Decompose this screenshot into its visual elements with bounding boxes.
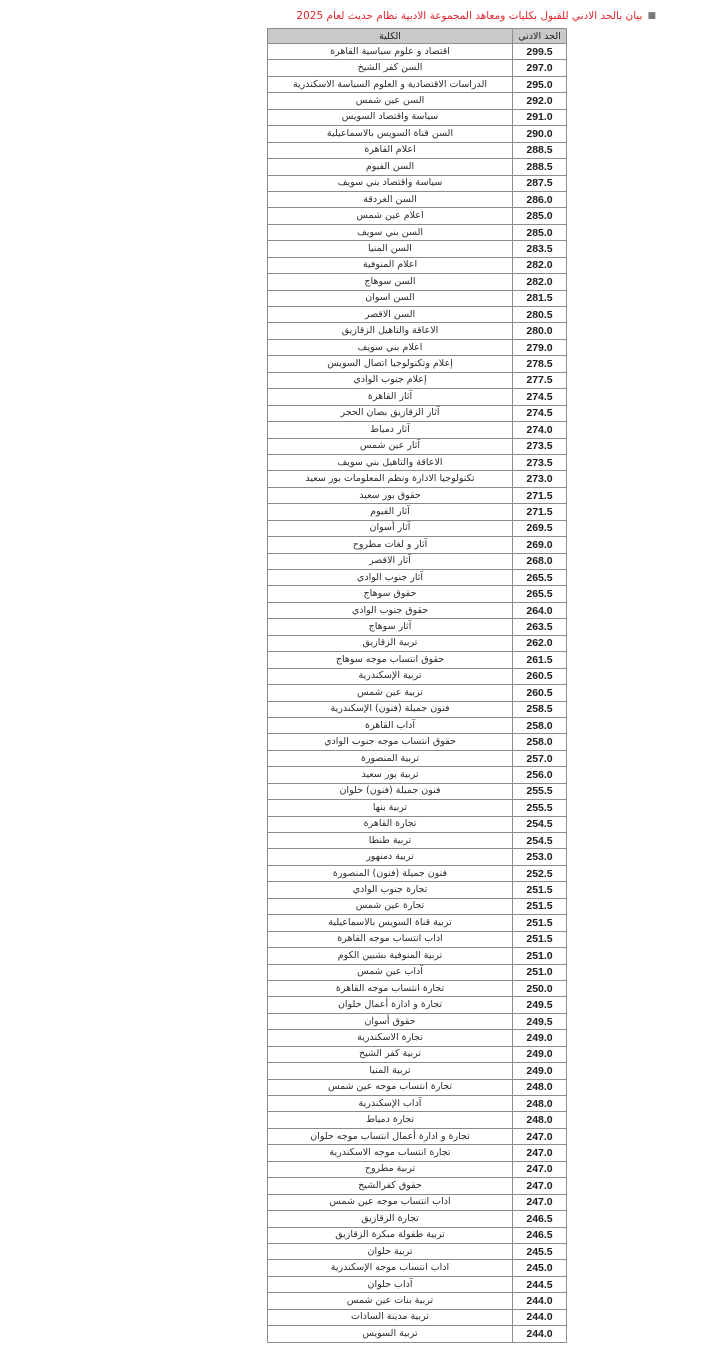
min-score-cell: 261.5 xyxy=(513,652,567,668)
faculty-name-cell: اداب انتساب موجه القاهرة xyxy=(268,931,513,947)
faculty-name-cell: آثار سوهاج xyxy=(268,619,513,635)
table-row xyxy=(268,175,567,191)
table-row xyxy=(268,389,567,405)
table-row xyxy=(268,224,567,240)
faculty-name-cell: الاعاقة والتاهيل الزقازيق xyxy=(268,323,513,339)
faculty-name-cell: آثار و لغات مطروح xyxy=(268,537,513,553)
min-score-column-header: الحد الادني xyxy=(513,29,567,44)
faculty-name-cell: تربية الزقازيق xyxy=(268,635,513,651)
faculty-name-cell: الاعاقة والتاهيل بني سويف xyxy=(268,454,513,470)
table-row xyxy=(268,159,567,175)
min-score-cell: 292.0 xyxy=(513,93,567,109)
faculty-name-cell: اعلام عين شمس xyxy=(268,208,513,224)
min-score-cell: 255.5 xyxy=(513,800,567,816)
faculty-name-cell: تربية حلوان xyxy=(268,1243,513,1259)
table-row xyxy=(268,602,567,618)
min-score-cell: 282.0 xyxy=(513,257,567,273)
min-score-cell: 280.0 xyxy=(513,323,567,339)
min-score-cell: 274.5 xyxy=(513,405,567,421)
faculty-name-cell: تربية عين شمس xyxy=(268,685,513,701)
table-row xyxy=(268,800,567,816)
faculty-name-cell: تربية المنوفية بشبين الكوم xyxy=(268,948,513,964)
faculty-name-cell: تربية طنطا xyxy=(268,833,513,849)
min-score-cell: 295.0 xyxy=(513,76,567,92)
table-row xyxy=(268,750,567,766)
min-score-cell: 282.0 xyxy=(513,274,567,290)
faculty-name-cell: تجارة انتساب موجه عين شمس xyxy=(268,1079,513,1095)
faculty-name-cell: حقوق انتساب موجه سوهاج xyxy=(268,652,513,668)
faculty-name-cell: تجارة القاهرة xyxy=(268,816,513,832)
min-score-cell: 254.5 xyxy=(513,816,567,832)
table-row xyxy=(268,1227,567,1243)
table-row xyxy=(268,76,567,92)
faculty-name-cell: حقوق جنوب الوادي xyxy=(268,602,513,618)
faculty-name-cell: السن كفر الشيخ xyxy=(268,60,513,76)
min-score-cell: 252.5 xyxy=(513,865,567,881)
faculty-name-cell: حقوق أسوان xyxy=(268,1013,513,1029)
faculty-name-cell: تجارة و ادارة أعمال حلوان xyxy=(268,997,513,1013)
faculty-name-cell: تربية بنات عين شمس xyxy=(268,1293,513,1309)
table-row xyxy=(268,520,567,536)
table-row xyxy=(268,1309,567,1325)
table-row xyxy=(268,833,567,849)
document-title xyxy=(36,9,656,23)
table-row xyxy=(268,44,567,60)
table-body xyxy=(268,44,567,1343)
faculty-name-cell: السن بني سويف xyxy=(268,224,513,240)
faculty-name-cell: حقوق سوهاج xyxy=(268,586,513,602)
min-score-cell: 258.0 xyxy=(513,717,567,733)
faculty-name-cell: السن الفيوم xyxy=(268,159,513,175)
min-score-cell: 283.5 xyxy=(513,241,567,257)
faculty-name-cell: السن اسوان xyxy=(268,290,513,306)
table-row xyxy=(268,438,567,454)
faculty-name-cell: حقوق انتساب موجه جنوب الوادي xyxy=(268,734,513,750)
table-row xyxy=(268,405,567,421)
table-row xyxy=(268,290,567,306)
faculty-name-cell: تربية قناة السويس بالاسماعيلية xyxy=(268,915,513,931)
min-score-cell: 249.0 xyxy=(513,1063,567,1079)
faculty-name-cell: آداب عين شمس xyxy=(268,964,513,980)
min-score-cell: 297.0 xyxy=(513,60,567,76)
table-row xyxy=(268,964,567,980)
faculty-name-cell: تجارة انتساب موجه القاهرة xyxy=(268,980,513,996)
table-row xyxy=(268,142,567,158)
faculty-name-cell: اعلام القاهرة xyxy=(268,142,513,158)
min-score-cell: 247.0 xyxy=(513,1145,567,1161)
table-row xyxy=(268,504,567,520)
faculty-name-cell: آثار جنوب الوادي xyxy=(268,570,513,586)
min-score-cell: 251.0 xyxy=(513,964,567,980)
title-text: بيان بالحد الادني للقبول بكليات ومعاهد المجموعة الادبية نظام حديث لعام 2025 xyxy=(296,10,643,22)
min-score-cell: 285.0 xyxy=(513,224,567,240)
faculty-name-cell: إعلام جنوب الوادي xyxy=(268,372,513,388)
faculty-name-cell: آثار الاقصر xyxy=(268,553,513,569)
table-row xyxy=(268,767,567,783)
table-row xyxy=(268,454,567,470)
min-score-cell: 287.5 xyxy=(513,175,567,191)
table-row xyxy=(268,1112,567,1128)
table-row xyxy=(268,487,567,503)
min-score-cell: 273.5 xyxy=(513,438,567,454)
table-row xyxy=(268,1063,567,1079)
min-score-cell: 263.5 xyxy=(513,619,567,635)
min-score-cell: 251.5 xyxy=(513,915,567,931)
table-header-row xyxy=(268,29,567,44)
faculty-name-cell: تربية مطروح xyxy=(268,1161,513,1177)
faculty-name-cell: آثار الزقازيق بصان الحجر xyxy=(268,405,513,421)
min-scores-table-container xyxy=(267,28,566,1343)
table-row xyxy=(268,1276,567,1292)
table-row xyxy=(268,208,567,224)
faculty-name-cell: فنون جميلة (فنون) المنصورة xyxy=(268,865,513,881)
min-score-cell: 245.5 xyxy=(513,1243,567,1259)
faculty-name-cell: آداب القاهرة xyxy=(268,717,513,733)
min-score-cell: 254.5 xyxy=(513,833,567,849)
min-score-cell: 260.5 xyxy=(513,685,567,701)
faculty-name-cell: تربية مدينة السادات xyxy=(268,1309,513,1325)
min-score-cell: 247.0 xyxy=(513,1161,567,1177)
min-score-cell: 271.5 xyxy=(513,504,567,520)
table-row xyxy=(268,537,567,553)
table-row xyxy=(268,1293,567,1309)
faculty-name-cell: آثار الفيوم xyxy=(268,504,513,520)
table-row xyxy=(268,356,567,372)
min-score-cell: 251.0 xyxy=(513,948,567,964)
table-row xyxy=(268,1211,567,1227)
table-row xyxy=(268,372,567,388)
min-score-cell: 273.5 xyxy=(513,454,567,470)
min-scores-table xyxy=(267,28,567,1343)
table-row xyxy=(268,109,567,125)
table-row xyxy=(268,685,567,701)
table-row xyxy=(268,1145,567,1161)
min-score-cell: 274.5 xyxy=(513,389,567,405)
min-score-cell: 247.0 xyxy=(513,1194,567,1210)
faculty-name-cell: السن الغردقة xyxy=(268,191,513,207)
table-row xyxy=(268,126,567,142)
min-score-cell: 271.5 xyxy=(513,487,567,503)
table-row xyxy=(268,1243,567,1259)
table-row xyxy=(268,701,567,717)
faculty-name-cell: السن سوهاج xyxy=(268,274,513,290)
table-row xyxy=(268,997,567,1013)
faculty-name-cell: سياسة واقتصاد السويس xyxy=(268,109,513,125)
faculty-name-cell: تربية كفر الشيخ xyxy=(268,1046,513,1062)
min-score-cell: 249.5 xyxy=(513,1013,567,1029)
min-score-cell: 268.0 xyxy=(513,553,567,569)
faculty-name-cell: تربية دمنهور xyxy=(268,849,513,865)
faculty-name-cell: حقوق بور سعيد xyxy=(268,487,513,503)
bullet-icon: ■ xyxy=(647,11,656,21)
min-score-cell: 244.0 xyxy=(513,1309,567,1325)
table-row xyxy=(268,668,567,684)
min-score-cell: 262.0 xyxy=(513,635,567,651)
table-row xyxy=(268,339,567,355)
min-score-cell: 258.0 xyxy=(513,734,567,750)
min-score-cell: 269.5 xyxy=(513,520,567,536)
faculty-name-cell: حقوق كفرالشيخ xyxy=(268,1178,513,1194)
faculty-name-cell: اداب انتساب موجه عين شمس xyxy=(268,1194,513,1210)
faculty-name-cell: آثار القاهرة xyxy=(268,389,513,405)
table-row xyxy=(268,274,567,290)
min-score-cell: 251.5 xyxy=(513,882,567,898)
table-row xyxy=(268,1096,567,1112)
table-row xyxy=(268,586,567,602)
min-score-cell: 265.5 xyxy=(513,570,567,586)
faculty-name-cell: تربية الإسكندرية xyxy=(268,668,513,684)
table-row xyxy=(268,783,567,799)
table-row xyxy=(268,1178,567,1194)
table-row xyxy=(268,931,567,947)
table-row xyxy=(268,1161,567,1177)
min-score-cell: 285.0 xyxy=(513,208,567,224)
faculty-name-cell: إعلام وتكنولوجيا اتصال السويس xyxy=(268,356,513,372)
faculty-name-cell: سياسة واقتصاد بني سويف xyxy=(268,175,513,191)
faculty-name-cell: تجارة و ادارة أعمال انتساب موجه حلوان xyxy=(268,1128,513,1144)
min-score-cell: 249.0 xyxy=(513,1046,567,1062)
min-score-cell: 247.0 xyxy=(513,1178,567,1194)
table-row xyxy=(268,553,567,569)
min-score-cell: 288.5 xyxy=(513,159,567,175)
table-row xyxy=(268,60,567,76)
faculty-name-cell: تربية بنها xyxy=(268,800,513,816)
table-row xyxy=(268,915,567,931)
table-row xyxy=(268,816,567,832)
min-score-cell: 265.5 xyxy=(513,586,567,602)
table-row xyxy=(268,734,567,750)
faculty-name-cell: السن قناة السويس بالاسماعيلية xyxy=(268,126,513,142)
min-score-cell: 245.0 xyxy=(513,1260,567,1276)
min-score-cell: 248.0 xyxy=(513,1096,567,1112)
faculty-name-cell: تجارة الزقازيق xyxy=(268,1211,513,1227)
table-row xyxy=(268,882,567,898)
min-score-cell: 288.5 xyxy=(513,142,567,158)
faculty-name-cell: تجارة جنوب الوادي xyxy=(268,882,513,898)
min-score-cell: 299.5 xyxy=(513,44,567,60)
min-score-cell: 264.0 xyxy=(513,602,567,618)
min-score-cell: 249.0 xyxy=(513,1030,567,1046)
table-row xyxy=(268,1030,567,1046)
min-score-cell: 251.5 xyxy=(513,931,567,947)
min-score-cell: 291.0 xyxy=(513,109,567,125)
faculty-name-cell: آداب حلوان xyxy=(268,1276,513,1292)
faculty-name-cell: تكنولوجيا الادارة ونظم المعلومات بور سعيد xyxy=(268,471,513,487)
min-score-cell: 279.0 xyxy=(513,339,567,355)
table-row xyxy=(268,422,567,438)
faculty-name-cell: فنون جميلة (فنون) الإسكندرية xyxy=(268,701,513,717)
faculty-name-cell: آداب الإسكندرية xyxy=(268,1096,513,1112)
faculty-name-cell: تجارة الاسكندرية xyxy=(268,1030,513,1046)
table-row xyxy=(268,93,567,109)
table-row xyxy=(268,1013,567,1029)
table-row xyxy=(268,652,567,668)
faculty-name-cell: تجارة عين شمس xyxy=(268,898,513,914)
min-score-cell: 255.5 xyxy=(513,783,567,799)
faculty-name-cell: آثار عين شمس xyxy=(268,438,513,454)
faculty-name-cell: تربية المنيا xyxy=(268,1063,513,1079)
table-row xyxy=(268,570,567,586)
min-score-cell: 281.5 xyxy=(513,290,567,306)
table-row xyxy=(268,980,567,996)
min-score-cell: 273.0 xyxy=(513,471,567,487)
min-score-cell: 278.5 xyxy=(513,356,567,372)
min-score-cell: 258.5 xyxy=(513,701,567,717)
table-row xyxy=(268,1079,567,1095)
faculty-name-cell: السن المنيا xyxy=(268,241,513,257)
faculty-name-cell: آثار دمياط xyxy=(268,422,513,438)
table-row xyxy=(268,1194,567,1210)
min-score-cell: 251.5 xyxy=(513,898,567,914)
min-score-cell: 249.5 xyxy=(513,997,567,1013)
table-row xyxy=(268,635,567,651)
faculty-name-cell: تربية المنصورة xyxy=(268,750,513,766)
table-row xyxy=(268,717,567,733)
faculty-name-cell: تربية السويس xyxy=(268,1326,513,1342)
table-row xyxy=(268,1260,567,1276)
faculty-name-cell: اقتصاد و علوم سياسية القاهرة xyxy=(268,44,513,60)
faculty-name-cell: فنون جميلة (فنون) حلوان xyxy=(268,783,513,799)
min-score-cell: 244.0 xyxy=(513,1293,567,1309)
min-score-cell: 248.0 xyxy=(513,1079,567,1095)
faculty-name-cell: اداب انتساب موجه الإسكندرية xyxy=(268,1260,513,1276)
min-score-cell: 253.0 xyxy=(513,849,567,865)
table-row xyxy=(268,948,567,964)
min-score-cell: 246.5 xyxy=(513,1227,567,1243)
min-score-cell: 256.0 xyxy=(513,767,567,783)
min-score-cell: 244.0 xyxy=(513,1326,567,1342)
min-score-cell: 290.0 xyxy=(513,126,567,142)
min-score-cell: 277.5 xyxy=(513,372,567,388)
faculty-name-cell: تجارة دمياط xyxy=(268,1112,513,1128)
min-score-cell: 248.0 xyxy=(513,1112,567,1128)
min-score-cell: 260.5 xyxy=(513,668,567,684)
table-row xyxy=(268,257,567,273)
min-score-cell: 250.0 xyxy=(513,980,567,996)
faculty-name-cell: تربية طفولة مبكرة الزقازيق xyxy=(268,1227,513,1243)
min-score-cell: 280.5 xyxy=(513,307,567,323)
faculty-name-cell: تجارة انتساب موجه الاسكندرية xyxy=(268,1145,513,1161)
faculty-name-cell: السن الاقصر xyxy=(268,307,513,323)
table-row xyxy=(268,307,567,323)
min-score-cell: 269.0 xyxy=(513,537,567,553)
faculty-column-header: الكلية xyxy=(268,29,513,44)
table-row xyxy=(268,241,567,257)
table-row xyxy=(268,1046,567,1062)
faculty-name-cell: اعلام بني سويف xyxy=(268,339,513,355)
min-score-cell: 247.0 xyxy=(513,1128,567,1144)
min-score-cell: 286.0 xyxy=(513,191,567,207)
min-score-cell: 244.5 xyxy=(513,1276,567,1292)
table-row xyxy=(268,191,567,207)
table-row xyxy=(268,849,567,865)
table-row xyxy=(268,898,567,914)
faculty-name-cell: آثار أسوان xyxy=(268,520,513,536)
faculty-name-cell: الدراسات الاقتصادية و العلوم السياسة الاسكندرية xyxy=(268,76,513,92)
table-row xyxy=(268,323,567,339)
min-score-cell: 246.5 xyxy=(513,1211,567,1227)
faculty-name-cell: السن عين شمس xyxy=(268,93,513,109)
min-score-cell: 274.0 xyxy=(513,422,567,438)
table-row xyxy=(268,1326,567,1342)
min-score-cell: 257.0 xyxy=(513,750,567,766)
faculty-name-cell: تربية بور سعيد xyxy=(268,767,513,783)
faculty-name-cell: اعلام المنوفية xyxy=(268,257,513,273)
table-row xyxy=(268,865,567,881)
table-row xyxy=(268,619,567,635)
table-row xyxy=(268,1128,567,1144)
table-row xyxy=(268,471,567,487)
